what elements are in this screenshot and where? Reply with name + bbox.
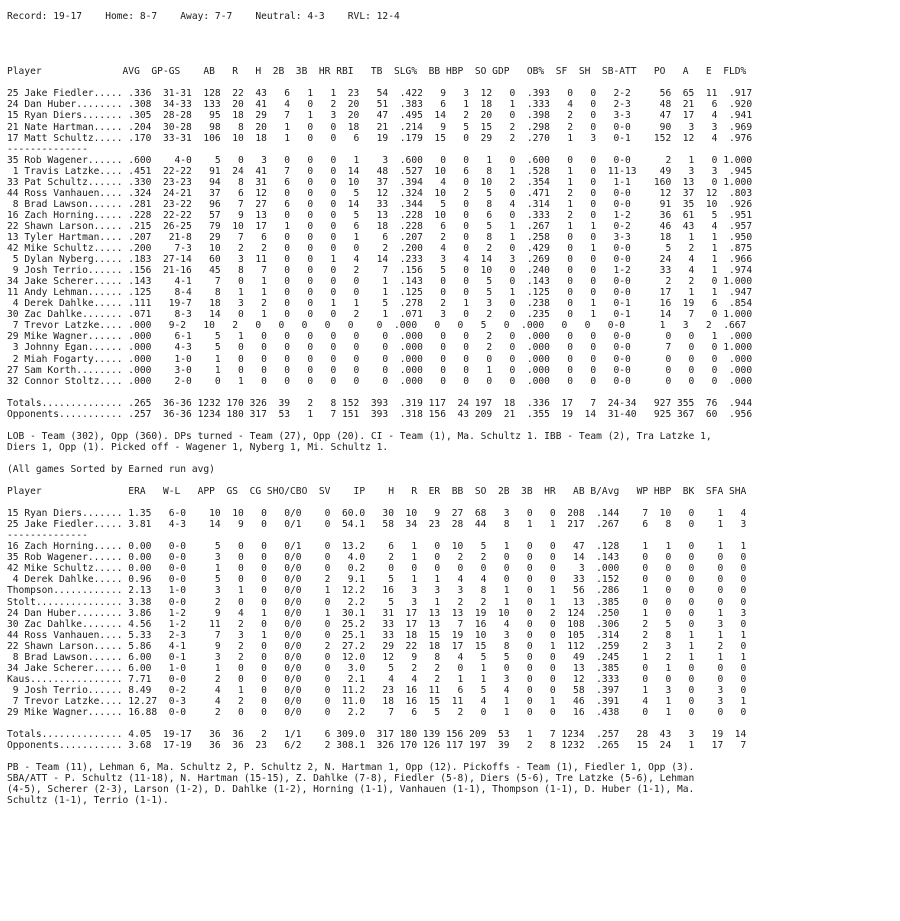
report-line: PB - Team (11), Lehman 6, Ma. Schultz 2, P. Schultz 2, N. Hartman 1, Opp (12). Pickoffs - Team (1), Fiedler 1, Opp (3). [7, 762, 695, 774]
report-line: 42 Mike Schultz..... .200 7-3 10 2 2 0 0 0 0 2 .200 4 0 2 0 .429 0 1 0-0 5 2 1 .875 [7, 243, 753, 255]
report-line: Totals.............. 4.05 19-17 36 36 2 1/1 6 309.0 317 180 139 156 209 53 1 7 1234 .257 28 43 3 19 14 [7, 729, 747, 741]
report-line: 11 Andy Lehman...... .125 8-4 8 1 1 0 0 0 0 1 .125 0 0 5 1 .125 0 0 0-0 17 1 1 .947 [7, 287, 753, 299]
report-line: Kaus................ 7.71 0-0 2 0 0 0/0 0 2.1 4 4 2 1 1 3 0 0 12 .333 0 0 0 0 0 [7, 673, 747, 685]
report-line: Opponents........... .257 36-36 1234 180 317 53 1 7 151 393 .318 156 43 209 21 .355 19 14 31-40 925 367 60 .956 [7, 408, 753, 420]
report-line: 22 Shawn Larson..... 5.86 4-1 9 2 0 0/0 2 27.2 29 22 18 17 15 8 0 1 112 .259 2 3 1 2 0 [7, 640, 747, 652]
report-line [7, 33, 900, 44]
report-line [7, 751, 900, 762]
report-line: Record: 19-17 Home: 8-7 Away: 7-7 Neutral: 4-3 RVL: 12-4 [7, 11, 400, 23]
report-line [7, 387, 900, 398]
report-line: Player AVG GP-GS AB R H 2B 3B HR RBI TB SLG% BB HBP SO GDP OB% SF SH SB-ATT PO A E FLD% [7, 66, 747, 78]
report-line: Diers 1, Opp (1). Picked off - Wagener 1, Nyberg 1, Mi. Schultz 1. [7, 441, 389, 453]
report-line: 9 Josh Terrio...... .156 21-16 45 8 7 0 0 0 2 7 .156 5 0 10 0 .240 0 0 1-2 33 4 1 .974 [7, 265, 753, 277]
report-line [7, 55, 900, 66]
report-line: Thompson............ 2.13 1-0 3 1 0 0/0 1 12.2 16 3 3 3 8 1 0 1 56 .286 1 0 0 0 0 [7, 585, 747, 597]
report-line: 7 Trevor Latzke.... 12.27 0-3 4 2 0 0/0 0 11.0 18 16 15 11 4 1 0 1 46 .391 4 1 0 3 1 [7, 695, 747, 707]
report-line: 25 Jake Fiedler..... .336 31-31 128 22 43 6 1 1 23 54 .422 9 3 12 0 .393 0 0 2-2 56 65 11 .917 [7, 88, 753, 100]
report-line: 2 Miah Fogarty..... .000 1-0 1 0 0 0 0 0 0 0 .000 0 0 0 0 .000 0 0 0-0 0 0 0 .000 [7, 353, 753, 365]
report-line: Player ERA W-L APP GS CG SHO/CBO SV IP H R ER BB SO 2B 3B HR AB B/Avg WP HBP BK SFA SHA [7, 486, 747, 498]
report-line: -------------- [7, 530, 88, 542]
report-line: 17 Matt Schultz..... .170 33-31 106 10 18 1 0 0 6 19 .179 15 0 29 2 .270 1 3 0-1 152 12 4 .976 [7, 132, 753, 144]
report-line: 1 Travis Latzke.... .451 22-22 91 24 41 7 0 0 14 48 .527 10 6 8 1 .528 1 0 11-13 49 3 3 .945 [7, 165, 753, 177]
report-line: 22 Shawn Larson..... .215 26-25 79 10 17 1 0 0 6 18 .228 6 0 5 1 .267 1 1 0-2 46 43 4 .957 [7, 220, 753, 232]
report-line [7, 44, 900, 55]
report-line [7, 0, 900, 11]
report-line: 8 Brad Lawson...... .281 23-22 96 7 27 6 0 0 14 33 .344 5 0 8 4 .314 1 0 0-0 91 35 10 .926 [7, 198, 753, 210]
report-line: 8 Brad Lawson...... 6.00 0-1 3 2 0 0/0 0 12.0 12 9 8 4 5 5 0 0 49 .245 1 2 1 1 1 [7, 651, 747, 663]
report-line: 33 Pat Schultz...... .330 23-23 94 8 31 6 0 0 10 37 .394 4 0 10 2 .354 1 0 1-1 160 13 0 1.000 [7, 176, 753, 188]
report-line: LOB - Team (302), Opp (360). DPs turned - Team (27), Opp (20). CI - Team (1), Ma. Schultz 1. IBB - Team (2), Tra Latzke 1, [7, 430, 712, 442]
report-line [7, 718, 900, 729]
report-line [7, 475, 900, 486]
report-line: 3 Johnny Egan...... .000 4-3 5 0 0 0 0 0 0 0 .000 0 0 2 0 .000 0 0 0-0 7 0 0 1.000 [7, 342, 753, 354]
report-line: 15 Ryan Diers....... .305 28-28 95 18 29 7 1 3 20 47 .495 14 2 20 0 .398 2 0 3-3 47 17 4 .941 [7, 110, 753, 122]
report-line: 44 Ross Vanhauen.... 5.33 2-3 7 3 1 0/0 0 25.1 33 18 15 19 10 3 0 0 105 .314 2 8 1 1 1 [7, 629, 747, 641]
report-line: 44 Ross Vanhauen.... .324 24-21 37 6 12 0 0 0 5 12 .324 10 2 5 0 .471 2 0 0-0 12 37 12 .803 [7, 187, 753, 199]
report-line: -------------- [7, 143, 88, 155]
report-line: 29 Mike Wagner...... 16.88 0-0 2 0 0 0/0 0 2.2 7 6 5 2 0 1 0 0 16 .438 0 1 0 0 0 [7, 707, 747, 718]
report-line: 30 Zac Dahlke....... 4.56 1-2 11 2 0 0/0 0 25.2 33 17 13 7 16 4 0 0 108 .306 2 5 0 3 0 [7, 618, 747, 630]
report-line [7, 77, 900, 88]
report-line: 32 Connor Stoltz.... .000 2-0 0 1 0 0 0 0 0 0 .000 0 0 0 0 .000 0 0 0-0 0 0 0 .000 [7, 375, 753, 387]
report-line: SBA/ATT - P. Schultz (11-18), N. Hartman (15-15), Z. Dahlke (7-8), Fiedler (5-8), Diers (5-6), Tre Latzke (5-6), Lehman [7, 773, 695, 785]
report-line: 35 Rob Wagener...... 0.00 0-0 3 0 0 0/0 0 4.0 2 1 0 2 2 0 0 0 14 .143 0 0 0 0 0 [7, 552, 747, 564]
report-line: 42 Mike Schultz..... 0.00 0-0 1 0 0 0/0 0 0.2 0 0 0 0 0 0 0 0 3 .000 0 0 0 0 0 [7, 563, 747, 575]
report-line: (All games Sorted by Earned run avg) [7, 463, 215, 475]
report-line [7, 420, 900, 431]
report-line [7, 22, 900, 33]
report-line: (4-5), Scherer (2-3), Larson (1-2), D. Dahlke (1-2), Horning (1-1), Vanhauen (1-1), Thompson (1-1), D. Huber (1-1), Ma. [7, 784, 695, 796]
report-line: 34 Jake Scherer..... 6.00 1-0 1 0 0 0/0 0 3.0 5 2 2 0 1 0 0 0 13 .385 0 1 0 0 0 [7, 662, 747, 674]
report-line: Totals.............. .265 36-36 1232 170 326 39 2 8 152 393 .319 117 24 197 18 .336 17 7 24-34 927 355 76 .944 [7, 397, 753, 409]
report-line: 16 Zach Horning..... 0.00 0-0 5 0 0 0/1 0 13.2 6 1 0 10 5 1 0 0 47 .128 1 1 0 1 1 [7, 541, 747, 553]
report-line: 25 Jake Fiedler..... 3.81 4-3 14 9 0 0/1 0 54.1 58 34 23 28 44 8 1 1 217 .267 6 8 0 1 3 [7, 519, 747, 531]
report-line: 21 Nate Hartman..... .204 30-28 98 8 20 1 0 0 18 21 .214 9 5 15 2 .298 2 0 0-0 90 3 3 .969 [7, 121, 753, 133]
report-line: 24 Dan Huber........ 3.86 1-2 9 4 1 0/0 1 30.1 31 17 13 13 19 10 0 2 124 .250 1 0 0 1 3 [7, 607, 747, 619]
report-line: 4 Derek Dahlke..... .111 19-7 18 3 2 0 0 1 1 5 .278 2 1 3 0 .238 0 1 0-1 16 19 6 .854 [7, 298, 753, 310]
report-line [7, 453, 900, 464]
report-line: Schultz (1-1), Terrio (1-1). [7, 795, 169, 807]
report-line: 27 Sam Korth........ .000 3-0 1 0 0 0 0 0 0 0 .000 0 0 1 0 .000 0 0 0-0 0 0 0 .000 [7, 364, 753, 376]
report-line: 35 Rob Wagener...... .600 4-0 5 0 3 0 0 0 1 3 .600 0 0 1 0 .600 0 0 0-0 2 1 0 1.000 [7, 154, 753, 166]
report-line: 24 Dan Huber........ .308 34-33 133 20 41 4 0 2 20 51 .383 6 1 18 1 .333 4 0 2-3 48 21 6 .920 [7, 99, 753, 111]
report-line: 5 Dylan Nyberg..... .183 27-14 60 3 11 0 0 1 4 14 .233 3 4 14 3 .269 0 0 0-0 24 4 1 .966 [7, 254, 753, 266]
report-line: Stolt............... 3.38 0-0 2 0 0 0/0 0 2.2 5 3 1 2 2 1 0 1 13 .385 0 0 0 0 0 [7, 596, 747, 608]
report-line: 34 Jake Scherer..... .143 4-1 7 0 1 0 0 0 0 1 .143 0 0 5 0 .143 0 0 0-0 2 2 0 1.000 [7, 276, 753, 288]
report-line: 9 Josh Terrio...... 8.49 0-2 4 1 0 0/0 0 11.2 23 16 11 6 5 4 0 0 58 .397 1 3 0 3 0 [7, 684, 747, 696]
report-line: Opponents........... 3.68 17-19 36 36 23 6/2 2 308.1 326 170 126 117 197 39 2 8 1232 .265 15 24 1 17 7 [7, 740, 747, 752]
report-line: 16 Zach Horning..... .228 22-22 57 9 13 0 0 0 5 13 .228 10 0 6 0 .333 2 0 1-2 36 61 5 .951 [7, 209, 753, 221]
report-line: 15 Ryan Diers....... 1.35 6-0 10 10 0 0/0 0 60.0 30 10 9 27 68 3 0 0 208 .144 7 10 0 1 4 [7, 508, 747, 520]
report-line: 4 Derek Dahlke..... 0.96 0-0 5 0 0 0/0 2 9.1 5 1 1 4 4 0 0 0 33 .152 0 0 0 0 0 [7, 574, 747, 586]
report-line: 7 Trevor Latzke.... .000 9-2 10 2 0 0 0 0 0 0 .000 0 0 5 0 .000 0 0 0-0 1 3 2 .667 [7, 320, 747, 332]
report-line [7, 497, 900, 508]
report-line: 13 Tyler Hartman.... .207 21-8 29 7 6 0 0 0 1 6 .207 2 0 8 1 .258 0 0 3-3 18 1 1 .950 [7, 231, 753, 243]
report-line: 29 Mike Wagner...... .000 6-1 5 1 0 0 0 0 0 0 .000 0 0 2 0 .000 0 0 0-0 0 0 1 .000 [7, 331, 753, 343]
report-line: 30 Zac Dahlke....... .071 8-3 14 0 1 0 0 0 2 1 .071 3 0 2 0 .235 0 1 0-1 14 7 0 1.000 [7, 309, 753, 321]
